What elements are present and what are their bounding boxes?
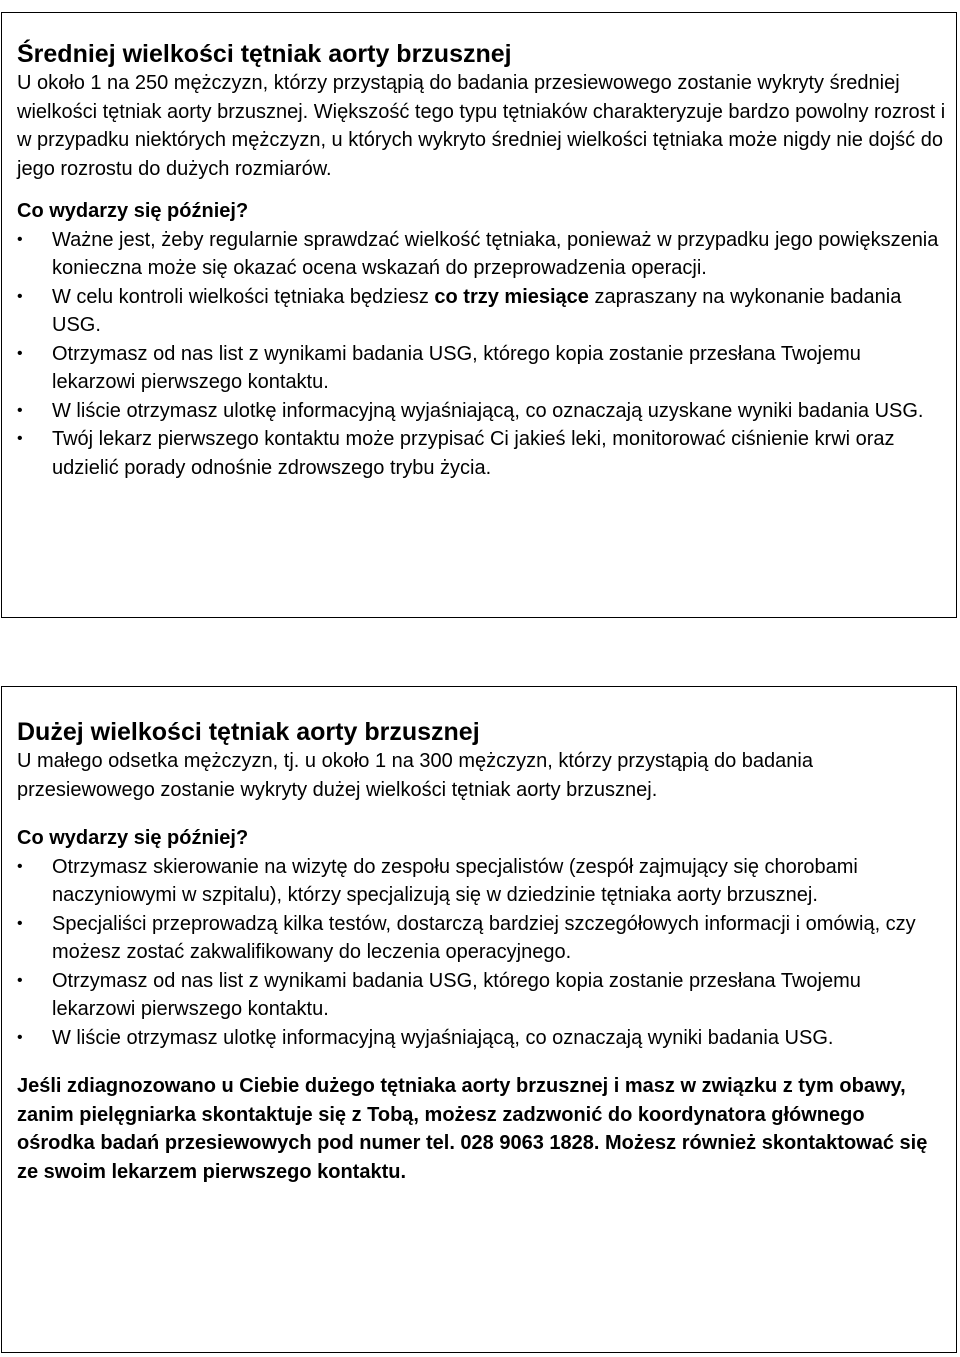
section-intro: U około 1 na 250 mężczyzn, którzy przystąpią do badania przesiewowego zostanie wykryty średniej wielkości tętniak aorty brzusznej. Większość tego typu tętniaków charakteryzuje bardzo powolny rozrost i w przypadku niektórych mężczyzn, u których wykryto średniej wielkości tętniaka może nigdy nie dojść do jego rozrostu do dużych rozmiarów. [17, 72, 946, 180]
bullet-icon: • [17, 344, 23, 362]
list-item-text-before: W celu kontroli wielkości tętniaka będziesz [52, 285, 435, 308]
list-item [17, 967, 946, 1024]
list-item-text: Twój lekarz pierwszego kontaktu może przypisać Ci jakieś leki, monitorować ciśnienie krwi oraz udzielić porady odnośnie zdrowszego trybu życia. [52, 428, 895, 479]
section-title: Dużej wielkości tętniak aorty brzusznej [17, 718, 480, 746]
list-item [17, 1024, 946, 1053]
next-steps-heading: Co wydarzy się później? [17, 200, 249, 222]
bullet-icon: • [17, 230, 23, 248]
next-steps-list [17, 853, 946, 1053]
next-steps-heading: Co wydarzy się później? [17, 827, 249, 849]
list-item [17, 226, 946, 283]
list-item [17, 425, 946, 482]
list-item-text: Otrzymasz skierowanie na wizytę do zespołu specjalistów (zespół zajmujący się chorobami naczyniowymi w szpitalu), którzy specjalizują się w dziedzinie tętniaka aorty brzusznej. [52, 855, 858, 906]
list-item [17, 910, 946, 967]
list-item [17, 340, 946, 397]
list-item-text-after: zapraszany na wykonanie badania USG. [52, 285, 902, 336]
bullet-icon: • [17, 401, 23, 419]
section-intro: U małego odsetka mężczyzn, tj. u około 1 na 300 mężczyzn, którzy przystąpią do badania przesiewowego zostanie wykryty dużej wielkości tętniak aorty brzusznej. [17, 750, 813, 801]
list-item [17, 397, 946, 426]
list-item-text: Ważne jest, żeby regularnie sprawdzać wielkość tętniaka, ponieważ w przypadku jego powiększenia konieczna może się okazać ocena wskazań do przeprowadzenia operacji. [52, 228, 939, 279]
list-item-text: Otrzymasz od nas list z wynikami badania USG, którego kopia zostanie przesłana Twojemu lekarzowi pierwszego kontaktu. [52, 342, 861, 393]
bullet-icon: • [17, 430, 23, 447]
list-item-text: W liście otrzymasz ulotkę informacyjną wyjaśniającą, co oznaczają uzyskane wyniki badania USG. [52, 399, 924, 422]
bullet-icon: • [17, 287, 23, 305]
bullet-icon: • [17, 971, 23, 989]
bullet-icon: • [17, 857, 23, 875]
list-item-text: Otrzymasz od nas list z wynikami badania USG, którego kopia zostanie przesłana Twojemu lekarzowi pierwszego kontaktu. [52, 969, 861, 1020]
list-item-text: Specjaliści przeprowadzą kilka testów, dostarczą bardziej szczegółowych informacji i omówią, czy możesz zostać zakwalifikowany do leczenia operacyjnego. [52, 912, 916, 963]
medium-aneurysm-section [1, 12, 957, 618]
large-aneurysm-section [1, 686, 957, 1353]
list-item [17, 853, 946, 910]
list-item-emphasis: co trzy miesiące [434, 285, 589, 308]
bullet-icon: • [17, 914, 23, 932]
contact-note: Jeśli zdiagnozowano u Ciebie dużego tętniaka aorty brzusznej i masz w związku z tym obawy, zanim pielęgniarka skontaktuje się z Tobą, możesz zadzwonić do koordynatora głównego ośrodka badań przesiewowych pod numer tel. 028 9063 1828. Możesz również skontaktować się ze swoim lekarzem pierwszego kontaktu. [17, 1075, 928, 1183]
list-item-text: W liście otrzymasz ulotkę informacyjną wyjaśniającą, co oznaczają wyniki badania USG. [52, 1026, 834, 1049]
section-title: Średniej wielkości tętniak aorty brzusznej [17, 40, 512, 68]
list-item [17, 283, 946, 340]
bullet-icon: • [17, 1028, 23, 1046]
next-steps-list [17, 226, 946, 483]
